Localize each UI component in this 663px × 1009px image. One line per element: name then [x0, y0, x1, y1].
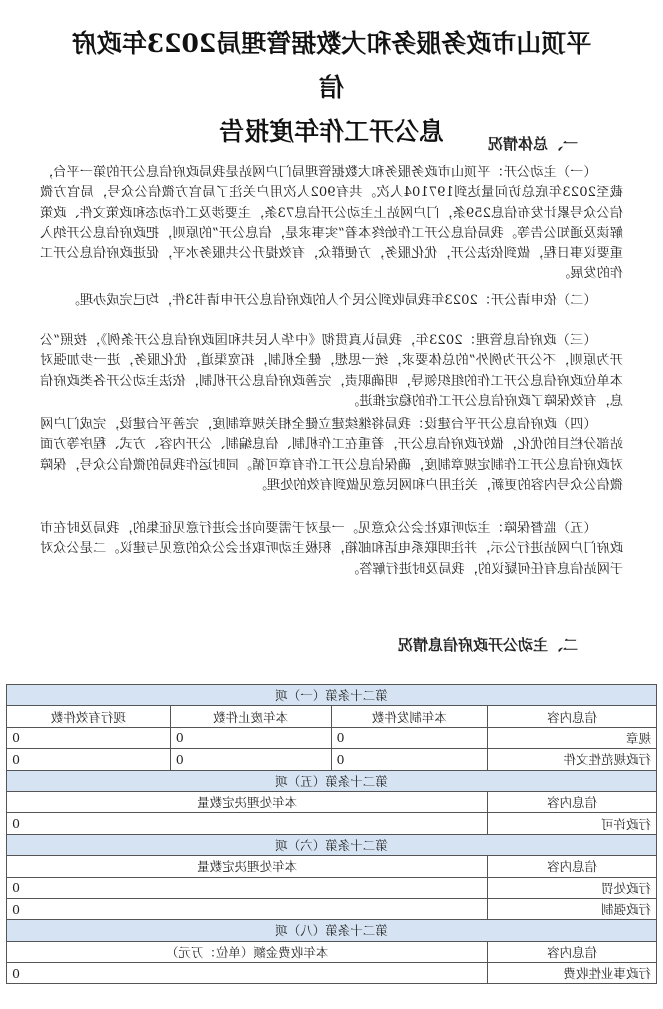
row-label: 规章	[488, 727, 657, 748]
column-header: 现行有效件数	[7, 706, 171, 727]
paragraph-3: （三）政府信息管理：2023年，我局认真贯彻《中华人民共和国政府信息公开条例》，按照“公开为原则，不公开为例外”的总体要求，统一思想，健全机制，拓宽渠道，优化服务，进一步加强对本单位政府信息公开工作的组织领导，明确职责，完善政府信息公开机制，依法主动公开各类政府信息，有效保障了政府信息公开工作的稳定推进。	[40, 333, 623, 409]
column-header: 本年处理决定数量	[7, 856, 488, 877]
cell-value: 0	[331, 727, 488, 748]
section-2-heading: 二、主动公开政府信息情况	[397, 636, 578, 654]
cell-value: 0	[7, 898, 488, 919]
disclosure-table	[6, 684, 657, 984]
row-label: 行政许可	[488, 813, 657, 834]
table-row	[7, 727, 657, 748]
column-header: 信息内容	[488, 941, 657, 962]
paragraph-1: （一）主动公开：平顶山市政务服务和大数据管理局门户网站是我局政府信息公开的第一平台，截至2023年底总访问量达到197104人次。共有902人次用户关注了局官方微信公众号，局官方微信公众号累计发布信息259条，门户网站上主动公开信息73条，主要涉及工作动态和政策文件、政策解读及通知公告等。我局信息公开工作始终本着“实事求是，信息公开”的原则，把政府信息公开纳入重要议事日程，做到依法公开，优化服务，方便群众，有效提升公共服务水平，促进政府信息公开工作的发展。	[40, 165, 623, 282]
cell-value: 0	[331, 749, 488, 770]
cell-value: 0	[7, 749, 171, 770]
cell-value: 0	[170, 749, 331, 770]
paragraph-2: （二）依申请公开：2023年我局收到公民个人的政府信息公开申请书3件，均已完成办理。	[66, 293, 597, 308]
table-section-header: 第二十条第（五）项	[7, 770, 657, 791]
cell-value: 0	[7, 877, 488, 898]
table-row	[7, 963, 657, 984]
table-section-header: 第二十条第（八）项	[7, 920, 657, 941]
table-row	[7, 877, 657, 898]
cell-value: 0	[7, 963, 488, 984]
column-header: 本年处理决定数量	[7, 791, 488, 812]
cell-value: 0	[170, 727, 331, 748]
row-label: 行政处罚	[488, 877, 657, 898]
table-row	[7, 813, 657, 834]
table-row	[7, 898, 657, 919]
table-row	[7, 749, 657, 770]
cell-value: 0	[7, 813, 488, 834]
table-section-header: 第二十条第（六）项	[7, 834, 657, 855]
column-header: 信息内容	[488, 856, 657, 877]
title-line-2: 息公开工作年度报告	[219, 117, 445, 146]
paragraph-5: （五）监督保障：主动听取社会公众意见。一是对于需要向社会进行意见征集的，我局及时在市政府门户网站进行公示，并注明联系电话和邮箱，积极主动听取社会公众的意见与建议。二是公众对于网站信息有任何疑议的，我局及时进行解答。	[40, 521, 623, 577]
paragraph-4: （四）政府信息公开平台建设：我局将继续建立健全相关规章制度，完善平台建设，完成门户网站部分栏目的优化，做好政府信息公开，着重在工作机制、信息编制、公开内容、方式、程序等方面对政府信息公开工作制定规章制度，确保信息公开工作有章可循。同时运作我局的微信公众号，保障微信公众号内容的更新，关注用户和网民意见做到有效的处理。	[40, 417, 623, 493]
column-header: 信息内容	[488, 706, 657, 727]
column-header: 本年收费金额（单位：万元）	[7, 941, 488, 962]
section-1-heading: 一、总体情况	[487, 135, 578, 153]
column-header: 信息内容	[488, 791, 657, 812]
row-label: 行政规范性文件	[488, 749, 657, 770]
row-label: 行政强制	[488, 898, 657, 919]
row-label: 行政事业性收费	[488, 963, 657, 984]
title-line-1: 平顶山市政务服务和大数据管理局2023年政府信	[71, 29, 592, 102]
column-header: 本年废止件数	[170, 706, 331, 727]
column-header: 本年制发件数	[331, 706, 488, 727]
table-section-header: 第二十条第（一）项	[7, 685, 657, 706]
cell-value: 0	[7, 727, 171, 748]
